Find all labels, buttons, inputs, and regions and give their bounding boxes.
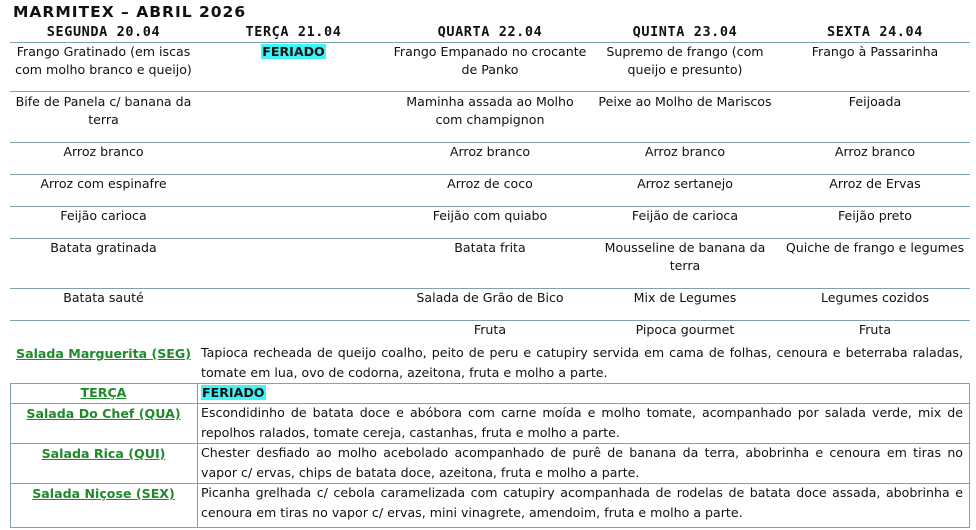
menu-cell: Mousseline de banana da terra (604, 240, 766, 273)
salad-description: Tapioca recheada de queijo coalho, peito de peru e catupiry servida em cama de folhas, cenoura e beterraba raladas, tomate em lua, ovo de codorna, azeitona, fruta e molho a parte. (201, 345, 963, 380)
salad-description (201, 383, 963, 403)
menu-cell: Feijão de carioca (631, 208, 739, 223)
menu-cell: Quiche de frango e legumes (785, 240, 965, 255)
menu-cell: Feijão com quiabo (432, 208, 548, 223)
menu-cell: Arroz branco (63, 144, 144, 159)
menu-cell: Feijão preto (837, 208, 912, 223)
salad-description: Escondidinho de batata doce e abóbora com carne moída e molho tomate, acompanhado por salada verde, mix de repolhos ralados, tomate cereja, castanhas, fruta e molho a parte. (201, 405, 963, 440)
menu-cell: Frango à Passarinha (811, 44, 939, 59)
day-header-tuesday: TERÇA 21.04 (245, 24, 342, 40)
menu-cell: Arroz sertanejo (637, 176, 733, 191)
menu-cell: Peixe ao Molho de Mariscos (598, 94, 772, 109)
holiday-badge: FERIADO (202, 385, 265, 400)
menu-cell: Frango Gratinado (em iscas com molho branco e queijo) (15, 44, 192, 77)
salad-name: Salada Marguerita (SEG) (16, 346, 191, 361)
day-header-wednesday: QUARTA 22.04 (437, 24, 543, 40)
salad-name: Salada Rica (QUI) (41, 446, 166, 461)
salad-name: Salada Niçose (SEX) (32, 486, 175, 501)
menu-cell: Feijoada (848, 94, 902, 109)
menu-cell: Bife de Panela c/ banana da terra (15, 94, 192, 127)
menu-cell: Arroz de coco (447, 176, 533, 191)
day-header-friday: SEXTA 24.04 (826, 24, 923, 40)
menu-cell: Batata gratinada (50, 240, 157, 255)
menu-cell: Arroz com espinafre (40, 176, 167, 191)
menu-cell: Arroz branco (449, 144, 531, 159)
menu-cell: Feijão carioca (60, 208, 147, 223)
column-divider (197, 383, 198, 528)
day-header-monday: SEGUNDA 20.04 (46, 24, 161, 40)
salad-name: TERÇA (80, 385, 127, 400)
holiday-cell (197, 43, 390, 61)
menu-cell: Maminha assada ao Molho com champignon (406, 94, 574, 127)
salad-description: Picanha grelhada c/ cebola caramelizada com catupiry acompanhada de rodelas de batata doce assada, abobrinha e cenoura em tiras no vapor c/ ervas, mini vinagrete, amendoim, fruta e molho a parte. (201, 485, 963, 520)
menu-cell: Batata sauté (63, 290, 144, 305)
menu-cell: Arroz de Ervas (829, 176, 921, 191)
row-divider (10, 527, 970, 528)
salad-name: Salada Do Chef (QUA) (26, 406, 181, 421)
menu-cell: Frango Empanado no crocante de Panko (393, 44, 587, 77)
salad-description: Chester desfiado ao molho acebolado acompanhado de purê de banana da terra, abobrinha e cenoura em tiras no vapor c/ ervas, chips de batata doce, azeitona, fruta e molho a parte. (201, 445, 963, 480)
menu-cell: Arroz branco (834, 144, 916, 159)
menu-cell: Pipoca gourmet (635, 322, 735, 337)
menu-cell: Mix de Legumes (633, 290, 737, 305)
day-header-thursday: QUINTA 23.04 (632, 24, 738, 40)
column-divider (969, 383, 970, 528)
menu-cell: Arroz branco (644, 144, 726, 159)
menu-cell: Fruta (858, 322, 892, 337)
holiday-badge: FERIADO (262, 44, 325, 59)
menu-cell: Salada de Grão de Bico (416, 290, 564, 305)
page-title: MARMITEX – ABRIL 2026 (13, 3, 247, 21)
row-divider (10, 91, 970, 92)
menu-cell: Legumes cozidos (820, 290, 930, 305)
menu-cell: Batata frita (454, 240, 526, 255)
menu-cell: Supremo de frango (com queijo e presunto) (606, 44, 764, 77)
menu-cell: Fruta (473, 322, 507, 337)
